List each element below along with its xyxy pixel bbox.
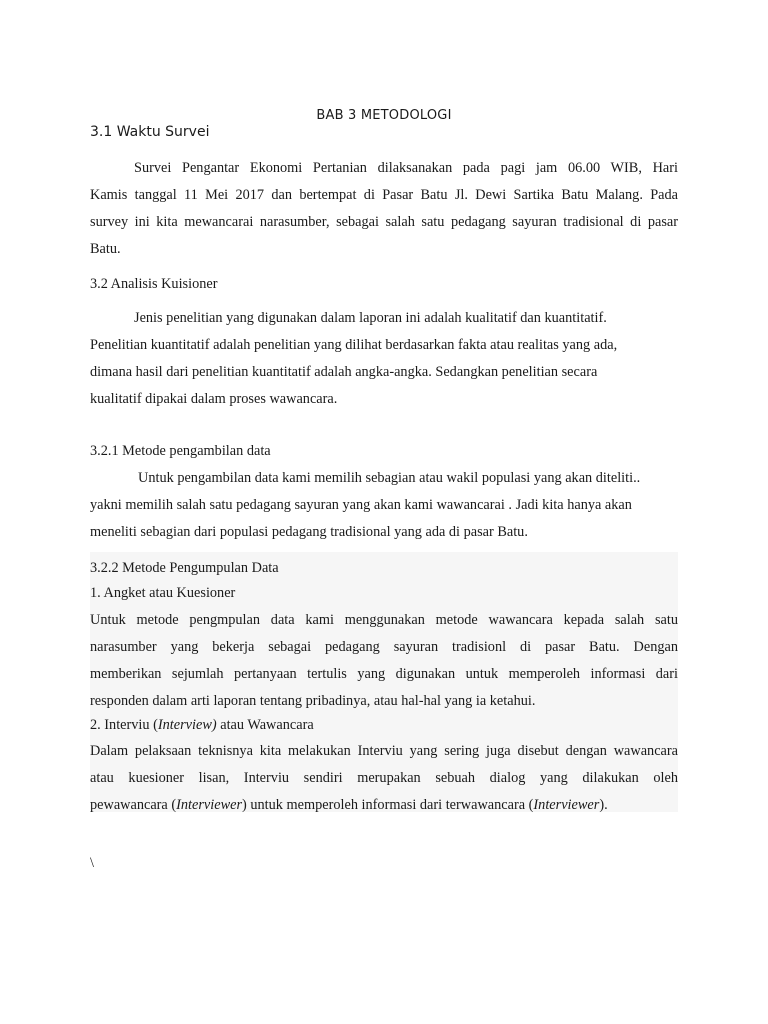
italic-term: Interviewer	[533, 797, 600, 813]
text-line: responden dalam arti laporan tentang pribadinya, atau hal-hal yang ia ketahui.	[90, 693, 536, 709]
text-line: meneliti sebagian dari populasi pedagang tradisional yang ada di pasar Batu.	[90, 524, 528, 540]
text-line: Batu.	[90, 241, 121, 257]
item-1-paragraph	[90, 607, 678, 715]
text-line	[90, 792, 678, 819]
item-2-heading-suffix: atau Wawancara	[216, 717, 314, 733]
text-line: kualitatif dipakai dalam proses wawancara.	[90, 391, 338, 407]
text-line: Untuk metode pengmpulan data kami menggunakan metode wawancara kepada salah satu	[90, 612, 678, 628]
item-2-heading-italic: Interview)	[157, 717, 217, 733]
chapter-title: BAB 3 METODOLOGI	[316, 108, 452, 123]
text-line: survey ini kita mewancarai narasumber, sebagai salah satu pedagang sayuran tradisional di pasar	[90, 214, 678, 230]
section-3-2-heading: 3.2 Analisis Kuisioner	[90, 276, 218, 292]
section-3-2-1-heading: 3.2.1 Metode pengambilan data	[90, 443, 271, 459]
item-2-heading	[90, 713, 678, 737]
text-line: Kamis tanggal 11 Mei 2017 dan bertempat di Pasar Batu Jl. Dewi Sartika Batu Malang. Pada	[90, 187, 678, 203]
section-3-2-1-paragraph	[90, 465, 678, 546]
text-line: atau kuesioner lisan, Interviu sendiri merupakan sebuah dialog yang dilakukan oleh	[90, 770, 678, 786]
trailing-backslash: \	[90, 855, 94, 871]
text-line: Untuk pengambilan data kami memilih sebagian atau wakil populasi yang akan diteliti..	[138, 470, 641, 486]
text-run: pewawancara (	[90, 797, 177, 813]
section-3-2-paragraph	[90, 305, 678, 413]
text-line: Survei Pengantar Ekonomi Pertanian dilaksanakan pada pagi jam 06.00 WIB, Hari	[134, 160, 678, 176]
section-3-2-2-heading: 3.2.2 Metode Pengumpulan Data	[90, 560, 279, 576]
text-run: ).	[599, 797, 608, 813]
text-line: yakni memilih salah satu pedagang sayuran yang akan kami wawancarai . Jadi kita hanya akan	[90, 497, 632, 513]
text-line: memberikan sejumlah pertanyaan tertulis yang digunakan untuk memperoleh informasi dari	[90, 666, 678, 682]
text-line: dimana hasil dari penelitian kuantitatif adalah angka-angka. Sedangkan penelitian secara	[90, 364, 598, 380]
text-line: Dalam pelaksaan teknisnya kita melakukan Interviu yang sering juga disebut dengan wawancara	[90, 743, 678, 759]
text-run: ) untuk memperoleh informasi dari terwawancara (	[242, 797, 534, 813]
text-line: Jenis penelitian yang digunakan dalam laporan ini adalah kualitatif dan kuantitatif.	[134, 310, 607, 326]
item-2-paragraph	[90, 738, 678, 819]
italic-term: Interviewer	[176, 797, 243, 813]
text-line: Penelitian kuantitatif adalah penelitian yang dilihat berdasarkan fakta atau realitas yang ada,	[90, 337, 618, 353]
text-line: narasumber yang bekerja sebagai pedagang sayuran tradisionl di pasar Batu. Dengan	[90, 639, 678, 655]
section-3-1-heading: 3.1 Waktu Survei	[90, 124, 210, 140]
item-1-heading: 1. Angket atau Kuesioner	[90, 585, 236, 601]
section-3-1-paragraph	[90, 155, 678, 263]
item-2-heading-prefix: 2. Interviu (	[90, 717, 158, 733]
